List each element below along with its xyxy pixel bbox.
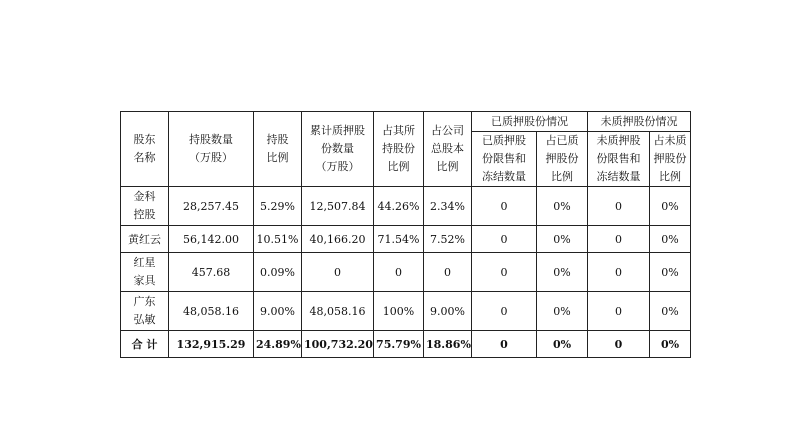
- cell-pledged-ratio: 0%: [537, 292, 588, 331]
- cell-shares: 48,058.16: [169, 292, 254, 331]
- header-pledged-restricted: 已质押股 份限售和 冻结数量: [472, 132, 537, 187]
- total-row: [121, 331, 691, 358]
- header-shareholder: 股东 名称: [121, 112, 169, 187]
- cell-pct-total: 7.52%: [424, 226, 472, 253]
- cell-unpledged-ratio: 0%: [650, 226, 691, 253]
- cell-ratio: 10.51%: [254, 226, 302, 253]
- cell-unpledged-restricted: 0: [588, 187, 650, 226]
- cell-pledged-ratio: 0%: [537, 226, 588, 253]
- cell-shareholder: 金科 控股: [121, 187, 169, 226]
- cell-ratio: 5.29%: [254, 187, 302, 226]
- cell-pledged-ratio: 0%: [537, 331, 588, 358]
- header-pct-of-own: 占其所 持股份 比例: [374, 112, 424, 187]
- cell-pct-total: 9.00%: [424, 292, 472, 331]
- table-row: [121, 187, 691, 226]
- cell-shares: 28,257.45: [169, 187, 254, 226]
- header-unpledged-ratio: 占未质 押股份 比例: [650, 132, 691, 187]
- cell-shareholder: 广东 弘敏: [121, 292, 169, 331]
- cell-shares: 56,142.00: [169, 226, 254, 253]
- cell-pledged: 0: [302, 253, 374, 292]
- cell-pledged-restricted: 0: [472, 292, 537, 331]
- pledge-table: [120, 111, 691, 358]
- cell-pledged: 40,166.20: [302, 226, 374, 253]
- header-pledged-ratio: 占已质 押股份 比例: [537, 132, 588, 187]
- cell-pledged-ratio: 0%: [537, 187, 588, 226]
- cell-unpledged-ratio: 0%: [650, 292, 691, 331]
- cell-pct-own: 71.54%: [374, 226, 424, 253]
- cell-pledged-restricted: 0: [472, 226, 537, 253]
- cell-pledged: 100,732.20: [302, 331, 374, 358]
- table-row: [121, 226, 691, 253]
- cell-total-label: 合 计: [121, 331, 169, 358]
- cell-shares: 457.68: [169, 253, 254, 292]
- header-unpledged-group: 未质押股份情况: [588, 112, 691, 132]
- cell-unpledged-ratio: 0%: [650, 253, 691, 292]
- cell-unpledged-ratio: 0%: [650, 331, 691, 358]
- cell-shareholder: 红星 家具: [121, 253, 169, 292]
- header-pledged-group: 已质押股份情况: [472, 112, 588, 132]
- cell-pledged-restricted: 0: [472, 253, 537, 292]
- cell-ratio: 9.00%: [254, 292, 302, 331]
- cell-pledged: 48,058.16: [302, 292, 374, 331]
- cell-pledged-restricted: 0: [472, 331, 537, 358]
- header-unpledged-restricted: 未质押股 份限售和 冻结数量: [588, 132, 650, 187]
- cell-ratio: 24.89%: [254, 331, 302, 358]
- cell-pledged-restricted: 0: [472, 187, 537, 226]
- cell-unpledged-restricted: 0: [588, 253, 650, 292]
- cell-unpledged-restricted: 0: [588, 292, 650, 331]
- cell-pledged: 12,507.84: [302, 187, 374, 226]
- cell-pct-own: 0: [374, 253, 424, 292]
- header-pledged-total: 累计质押股 份数量 （万股）: [302, 112, 374, 187]
- cell-pct-own: 75.79%: [374, 331, 424, 358]
- cell-shares: 132,915.29: [169, 331, 254, 358]
- cell-pct-total: 0: [424, 253, 472, 292]
- table-row: [121, 253, 691, 292]
- table-row: [121, 292, 691, 331]
- cell-shareholder: 黄红云: [121, 226, 169, 253]
- header-shares-held: 持股数量 （万股）: [169, 112, 254, 187]
- cell-ratio: 0.09%: [254, 253, 302, 292]
- header-row-1: [121, 112, 691, 132]
- cell-pct-own: 44.26%: [374, 187, 424, 226]
- cell-pledged-ratio: 0%: [537, 253, 588, 292]
- header-pct-of-total: 占公司 总股本 比例: [424, 112, 472, 187]
- cell-pct-own: 100%: [374, 292, 424, 331]
- cell-pct-total: 18.86%: [424, 331, 472, 358]
- header-holding-ratio: 持股 比例: [254, 112, 302, 187]
- cell-unpledged-ratio: 0%: [650, 187, 691, 226]
- cell-pct-total: 2.34%: [424, 187, 472, 226]
- cell-unpledged-restricted: 0: [588, 331, 650, 358]
- cell-unpledged-restricted: 0: [588, 226, 650, 253]
